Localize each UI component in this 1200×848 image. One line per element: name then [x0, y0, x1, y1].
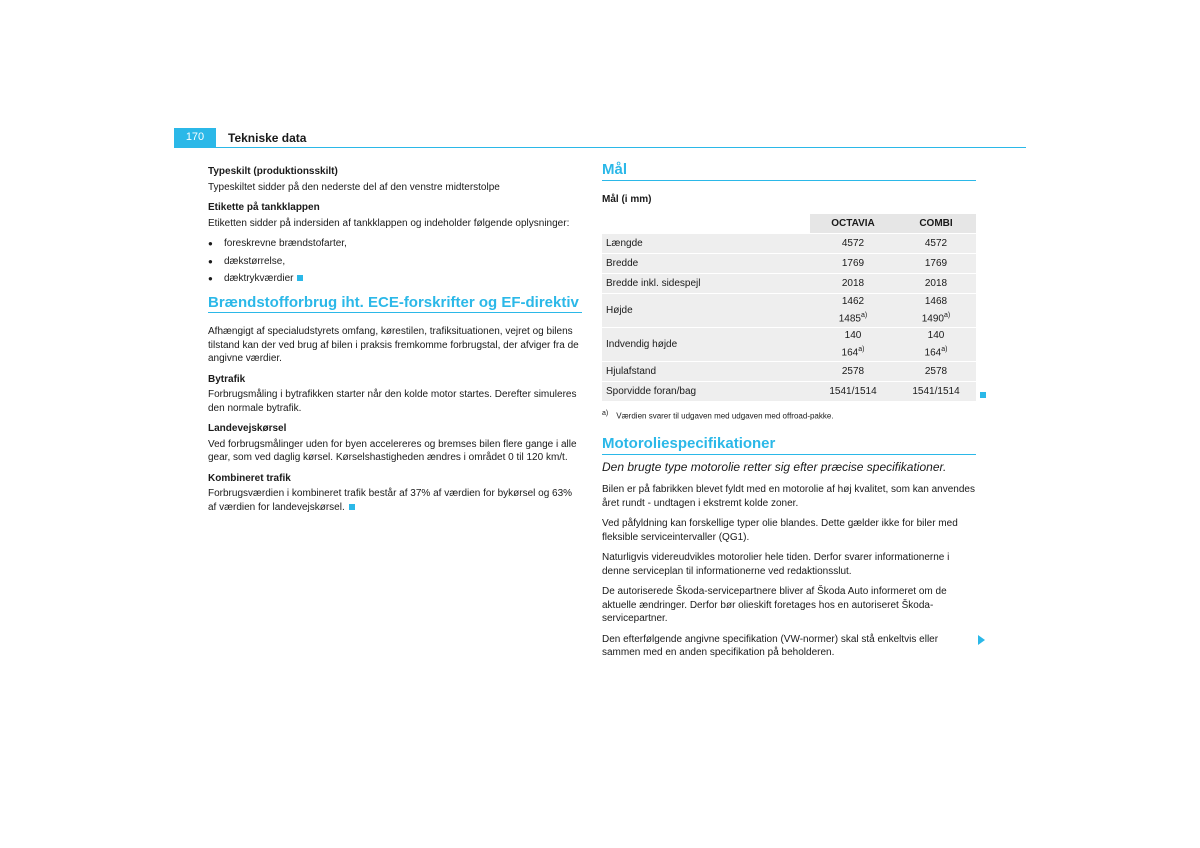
page-title: Tekniske data — [228, 131, 307, 145]
list-item: ● dæktrykværdier — [208, 272, 582, 286]
oil-lead: Den brugte type motorolie retter sig efter præcise specifikationer. — [602, 459, 947, 474]
table-row: Hjulafstand 2578 2578 — [602, 362, 976, 382]
table-corner — [602, 214, 810, 234]
fuel-intro: Afhængigt af specialudstyrets omfang, kørestilen, trafiksituationen, vejret og bilens tilstand kan der ved brug af bilen i praksis fremkomme forbrugstal, der afviger fra de angivne værdier. — [208, 326, 579, 364]
list-item: ● dækstørrelse, — [208, 255, 582, 269]
oil-paragraph-4: De autoriserede Škoda-servicepartnere bliver af Škoda Auto informeret om de aktuelle ændringer. Derfor bør olieskift foretages hos en autoriseret Škoda-servicepartner. — [602, 586, 947, 625]
column-header-combi: COMBI — [896, 214, 976, 234]
list-item: ● foreskrevne brændstofarter, — [208, 237, 582, 251]
right-column — [602, 163, 976, 667]
table-end-marker — [980, 392, 986, 398]
table-row: Længde 4572 4572 — [602, 234, 976, 254]
typeskilt-heading: Typeskilt (produktionsskilt) — [208, 166, 338, 177]
continue-arrow-icon — [978, 635, 985, 645]
oil-paragraph-1: Bilen er på fabrikken blevet fyldt med en motorolie af høj kvalitet, som kan anvendes året rundt - undtagen i ekstremt kolde zoner. — [602, 484, 975, 509]
maal-subheading: Mål (i mm) — [602, 193, 652, 205]
table-row: Højde 1462 1485$^{a)}$ 1468 1490$^{a)}$ — [602, 294, 976, 328]
table-row: Sporvidde foran/bag 1541/1514 1541/1514 — [602, 382, 976, 402]
table-row: Bredde inkl. sidespejl 2018 2018 — [602, 274, 976, 294]
oil-paragraph-5: Den efterfølgende angivne specifikation (VW-normer) skal stå enkeltvis eller sammen med en anden specifikation på beholderen. — [602, 633, 939, 659]
bytrafik-text: Forbrugsmåling i bytrafikken starter når den kolde motor startes. Derefter simuleres den normale bytrafik. — [208, 389, 577, 414]
kombineret-heading: Kombineret trafik — [208, 472, 291, 484]
maal-heading: Mål — [602, 163, 976, 181]
page-number: 170 — [185, 131, 205, 143]
fuel-section-heading: Brændstofforbrug iht. ECE-forskrifter og EF-direktiv — [208, 296, 582, 314]
etikette-list — [208, 237, 582, 286]
oil-paragraph-2: Ved påfyldning kan forskellige typer olie blandes. Dette gælder ikke for biler med fleksible serviceintervaller (QG1). — [602, 518, 958, 543]
section-end-marker — [349, 504, 355, 510]
etikette-text: Etiketten sidder på indersiden af tankklappen og indeholder følgende oplysninger: — [208, 217, 570, 229]
table-row: Bredde 1769 1769 — [602, 254, 976, 274]
landevej-heading: Landevejskørsel — [208, 423, 287, 434]
section-end-marker — [297, 275, 303, 281]
header-rule — [216, 147, 1026, 148]
left-column — [208, 165, 582, 521]
etikette-heading: Etikette på tankklappen — [208, 202, 320, 213]
kombineret-text: Forbrugsværdien i kombineret trafik består af 37% af værdien for bykørsel og 63% af værdien for landevejskørsel. — [208, 488, 573, 513]
bytrafik-heading: Bytrafik — [208, 373, 246, 385]
table-row: Indvendig højde 140 164$^{a)}$ 140 164$^{a)}$ — [602, 328, 976, 362]
landevej-text: Ved forbrugsmålinger uden for byen accelereres og bremses bilen flere gange i alle gear, som ved daglig kørsel. Kørselshastigheden ændres i området 0 til 120 km/t. — [208, 438, 577, 463]
oil-paragraph-3: Naturligvis videreudvikles motorolier hele tiden. Derfor svarer informationerne i denne serviceplan til informationerne ved redaktionsslut. — [602, 552, 950, 577]
typeskilt-text: Typeskiltet sidder på den nederste del af den venstre midterstolpe — [208, 181, 500, 193]
column-header-octavia: OCTAVIA — [810, 214, 896, 234]
oil-section-heading: Motoroliespecifikationer — [602, 437, 976, 455]
table-footnote: $^{a)}$ Værdien svarer til udgaven med udgaven med offroad-pakke. — [602, 410, 834, 421]
dimensions-table — [602, 214, 976, 401]
